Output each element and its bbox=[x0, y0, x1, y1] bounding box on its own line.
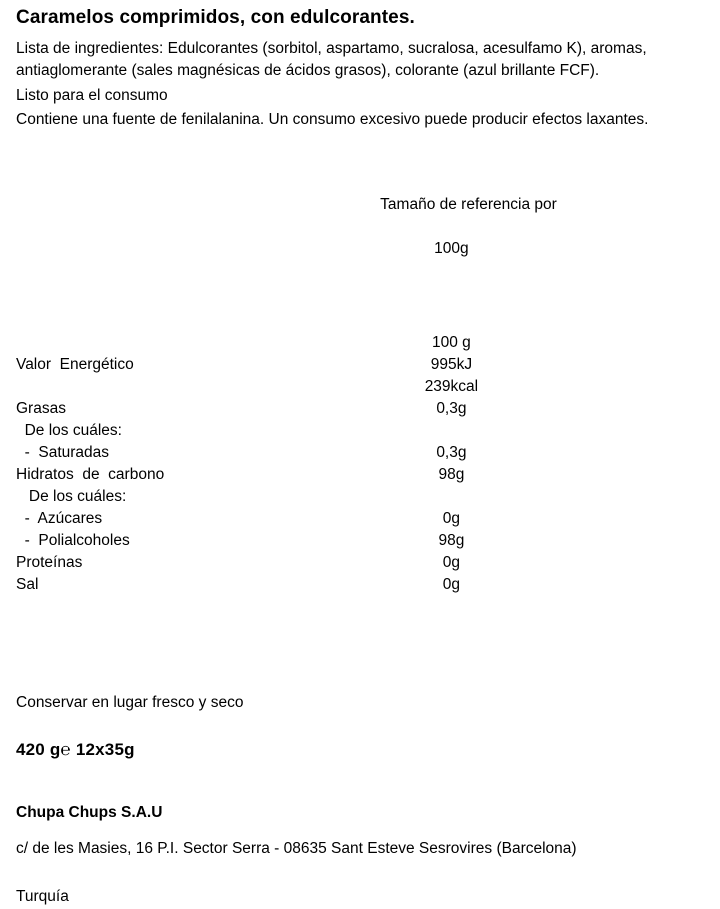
nutrient-label: - Azúcares bbox=[16, 509, 103, 527]
reference-heading-line2: 100g bbox=[434, 239, 469, 257]
nutrient-label: Hidratos de carbono bbox=[16, 465, 165, 483]
nutrient-value: 98g bbox=[438, 531, 465, 549]
nutrient-label: - Polialcoholes bbox=[16, 531, 130, 549]
ingredients-text: Lista de ingredientes: Edulcorantes (sorbitol, aspartamo, sucralosa, acesulfamo K), aromas, antiaglomerante (sales magnésicas de ácidos grasos), colorante (azul brillante FCF). bbox=[16, 39, 647, 80]
nutrient-value: 0g bbox=[442, 575, 461, 593]
nutrient-value bbox=[346, 420, 557, 442]
column-header-trailing bbox=[557, 332, 704, 354]
nutrition-spacer-row bbox=[16, 304, 704, 332]
warning-text: Contiene una fuente de fenilalanina. Un consumo excesivo puede producir efectos laxantes. bbox=[16, 111, 649, 129]
spacer-cell-c bbox=[557, 304, 704, 332]
nutrient-trailing bbox=[557, 464, 704, 486]
nutrition-label-page bbox=[0, 6, 720, 904]
reference-heading-spacer bbox=[16, 172, 346, 304]
nutrition-table bbox=[16, 172, 704, 596]
spacer-cell-a bbox=[16, 304, 346, 332]
table-row bbox=[16, 530, 704, 552]
nutrient-label: Valor Energético bbox=[16, 355, 134, 373]
nutrient-value: 995kJ bbox=[430, 355, 473, 373]
table-row bbox=[16, 464, 704, 486]
nutrient-label: Grasas bbox=[16, 399, 66, 417]
company-address: c/ de les Masies, 16 P.I. Sector Serra - 08635 Sant Esteve Sesrovires (Barcelona) bbox=[16, 839, 577, 857]
net-weight-value: 420 g bbox=[16, 740, 61, 760]
column-header-label-spacer bbox=[16, 332, 346, 354]
nutrient-label: De los cuáles: bbox=[16, 421, 122, 439]
nutrient-value bbox=[346, 486, 557, 508]
table-row bbox=[16, 508, 704, 530]
nutrient-trailing bbox=[557, 508, 704, 530]
table-row bbox=[16, 420, 704, 442]
nutrient-label: De los cuáles: bbox=[16, 487, 127, 505]
nutrient-value: 0g bbox=[442, 553, 461, 571]
nutrient-label: Sal bbox=[16, 575, 39, 593]
table-row bbox=[16, 442, 704, 464]
nutrient-value: 0,3g bbox=[436, 399, 467, 417]
nutrient-label: - Saturadas bbox=[16, 443, 110, 461]
nutrient-value: 0,3g bbox=[436, 443, 467, 461]
net-weight-units: 12x35g bbox=[75, 740, 135, 760]
nutrient-trailing bbox=[557, 574, 704, 596]
nutrient-trailing bbox=[557, 530, 704, 552]
ready-to-eat-text: Listo para el consumo bbox=[16, 86, 168, 104]
table-row bbox=[16, 486, 704, 508]
country-of-origin: Turquía bbox=[16, 888, 69, 906]
nutrition-column-header-row bbox=[16, 332, 704, 354]
table-row bbox=[16, 376, 704, 398]
page-title: Caramelos comprimidos, con edulcorantes. bbox=[16, 7, 415, 28]
nutrient-trailing bbox=[557, 552, 704, 574]
nutrient-trailing bbox=[557, 442, 704, 464]
table-row bbox=[16, 574, 704, 596]
reference-heading-line1: Tamaño de referencia por bbox=[380, 195, 557, 213]
nutrient-value: 239kcal bbox=[424, 377, 479, 395]
table-row bbox=[16, 354, 704, 376]
nutrient-label: Proteínas bbox=[16, 553, 83, 571]
nutrient-trailing bbox=[557, 354, 704, 376]
nutrient-trailing bbox=[557, 486, 704, 508]
column-header-100g: 100 g bbox=[432, 333, 471, 351]
table-row bbox=[16, 398, 704, 420]
storage-instructions: Conservar en lugar fresco y seco bbox=[16, 693, 244, 711]
nutrient-trailing bbox=[557, 398, 704, 420]
nutrition-reference-heading-row bbox=[16, 172, 704, 304]
nutrient-trailing bbox=[557, 376, 704, 398]
reference-heading bbox=[346, 172, 557, 304]
company-name: Chupa Chups S.A.U bbox=[16, 804, 163, 822]
estimated-sign-icon: ℮ bbox=[60, 740, 71, 760]
nutrient-label bbox=[16, 376, 346, 398]
table-row bbox=[16, 552, 704, 574]
spacer-cell-b bbox=[346, 304, 557, 332]
net-weight bbox=[16, 740, 704, 760]
nutrient-value: 0g bbox=[442, 509, 461, 527]
nutrient-trailing bbox=[557, 420, 704, 442]
nutrient-value: 98g bbox=[438, 465, 465, 483]
reference-heading-trailing bbox=[557, 172, 704, 304]
